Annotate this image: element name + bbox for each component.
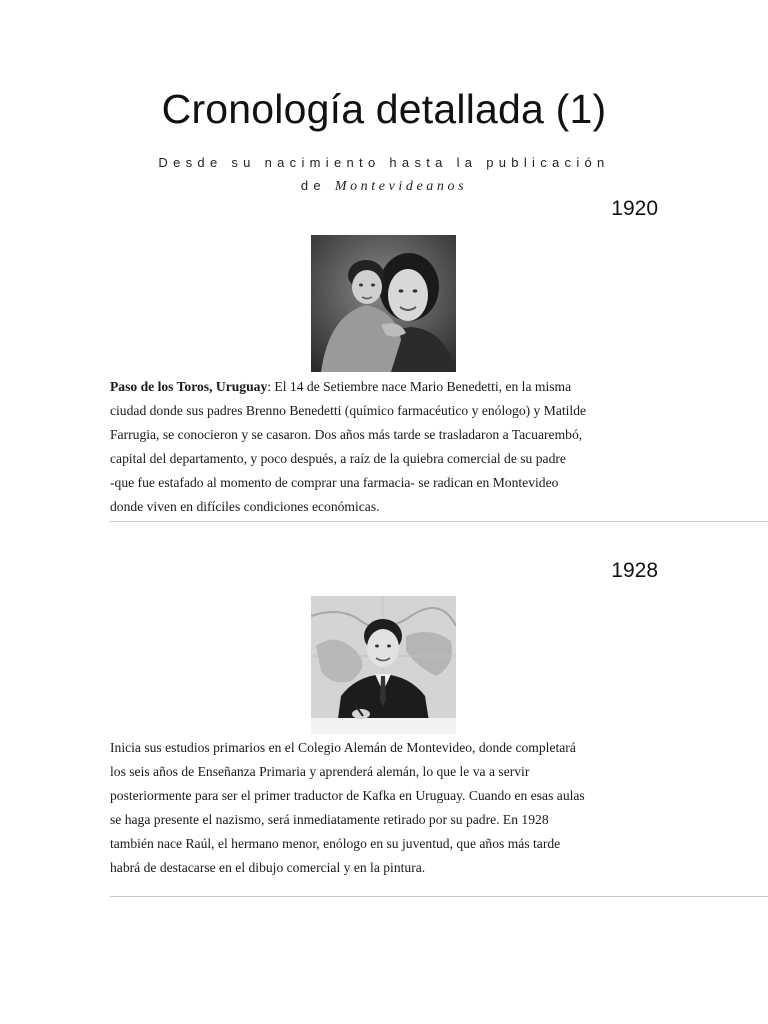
page-title: Cronología detallada (1): [161, 86, 607, 132]
entry-line: donde viven en difíciles condiciones económicas.: [110, 499, 380, 514]
page-subtitle-line2: [0, 178, 768, 195]
entry-text-1928: [110, 736, 670, 880]
entry-line: Farrugia, se conocieron y se casaron. Dos años más tarde se trasladaron a Tacuarembó,: [110, 427, 583, 442]
entry-line: posteriormente para ser el primer traductor de Kafka en Uruguay. Cuando en esas aulas: [110, 788, 585, 803]
section-divider: [110, 521, 768, 522]
entry-line-text: : El 14 de Setiembre nace Mario Benedetti, en la misma: [267, 379, 572, 394]
subtitle-book-title: Montevideanos: [334, 179, 468, 194]
entry-line: Inicia sus estudios primarios en el Colegio Alemán de Montevideo, donde completará: [110, 740, 576, 755]
entry-line: -que fue estafado al momento de comprar una farmacia- se radican en Montevideo: [110, 475, 559, 490]
entry-line: se haga presente el nazismo, será inmediatamente retirado por su padre. En 1928: [110, 812, 549, 827]
section-divider: [110, 896, 768, 897]
subtitle-prefix: de: [300, 178, 326, 193]
photo-boy-at-desk-icon: [311, 596, 456, 734]
entry-line: ciudad donde sus padres Brenno Benedetti (químico farmacéutico y enólogo) y Matilde: [110, 403, 587, 418]
entry-year-1920: 1920: [611, 197, 658, 220]
entry-place: Paso de los Toros, Uruguay: [110, 379, 268, 394]
entry-text-1920: [110, 375, 670, 519]
entry-year-1928: 1928: [611, 559, 658, 582]
entry-line: capital del departamento, y poco después, a raíz de la quiebra comercial de su padre: [110, 451, 566, 466]
photo-child-with-mother-icon: [311, 235, 456, 372]
entry-line: los seis años de Enseñanza Primaria y aprenderá alemán, lo que le va a servir: [110, 764, 530, 779]
page-subtitle-line1: Desde su nacimiento hasta la publicación: [158, 155, 610, 170]
entry-line: [110, 375, 670, 399]
entry-line: también nace Raúl, el hermano menor, enólogo en su juventud, que años más tarde: [110, 836, 561, 851]
entry-line: habrá de destacarse en el dibujo comercial y en la pintura.: [110, 860, 426, 875]
